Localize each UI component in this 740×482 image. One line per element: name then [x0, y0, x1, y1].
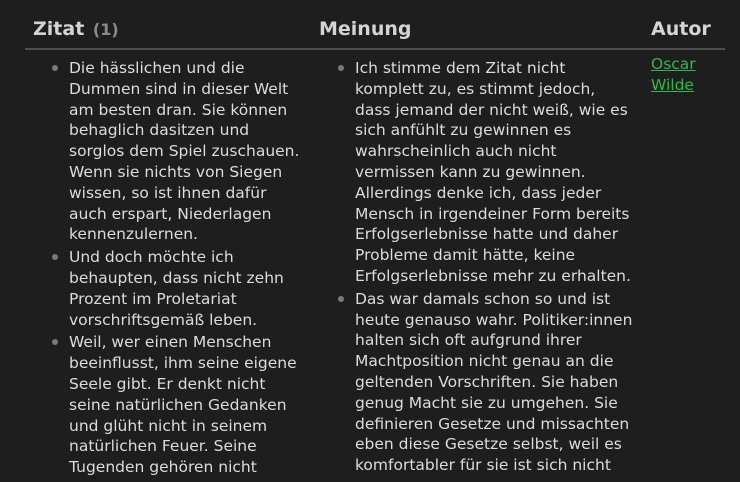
header-zitat[interactable] — [33, 18, 119, 40]
list-item: Die hässlichen und die Dummen sind in dieser Welt am besten dran. Sie können behaglich dasitzen und sorglos dem Spiel zuschauen. Wenn sie nichts von Siegen wissen, so ist ihnen dafür auch erspart, Niederlagen kennenzulernen. — [69, 59, 300, 244]
list-item: Und doch möchte ich behaupten, dass nicht zehn Prozent im Proletariat vorschriftsgemäß leben. — [69, 247, 301, 330]
meinung-list — [355, 58, 635, 476]
list-item: Weil, wer einen Menschen beeinflusst, ihm seine eigene Seele gibt. Er denkt nicht seine natürlichen Gedanken und glüht nicht in seinem natürlichen Feuer. Seine Tugenden gehören nicht — [69, 332, 301, 478]
header-meinung-label: Meinung — [319, 18, 412, 40]
quotes-table — [25, 0, 725, 482]
zitat-list — [69, 58, 301, 478]
header-meinung[interactable] — [319, 18, 412, 40]
table-header — [25, 0, 725, 50]
header-zitat-count: (1) — [92, 20, 119, 39]
author-link[interactable]: Oscar Wilde — [651, 55, 696, 94]
cell-meinung — [355, 58, 635, 478]
header-autor[interactable] — [651, 18, 711, 40]
list-item: Das war damals schon so und ist heute genauso wahr. Politiker:innen halten sich oft aufgrund ihrer Machtposition nicht genau an die geltenden Vorschriften. Sie haben genug Macht sie zu umgehen. Sie definieren Gesetze und missachten eben diese Gesetze selbst, weil es komfortabler für sie ist sich nicht — [355, 289, 635, 476]
cell-autor — [651, 54, 721, 96]
list-item: Ich stimme dem Zitat nicht komplett zu, es stimmt jedoch, dass jemand der nicht weiß, wie es sich anfühlt zu gewinnen es wahrscheinlich auch nicht vermissen kann zu gewinnen. Allerdings denke ich, dass jeder Mensch in irgendeiner Form bereits Erfolgserlebnisse hatte und daher Probleme damit hätte, keine Erfolgserlebnisse mehr zu erhalten. — [355, 58, 635, 287]
cell-zitat — [69, 58, 301, 480]
header-autor-label: Autor — [651, 18, 711, 40]
header-zitat-label: Zitat — [33, 18, 85, 40]
